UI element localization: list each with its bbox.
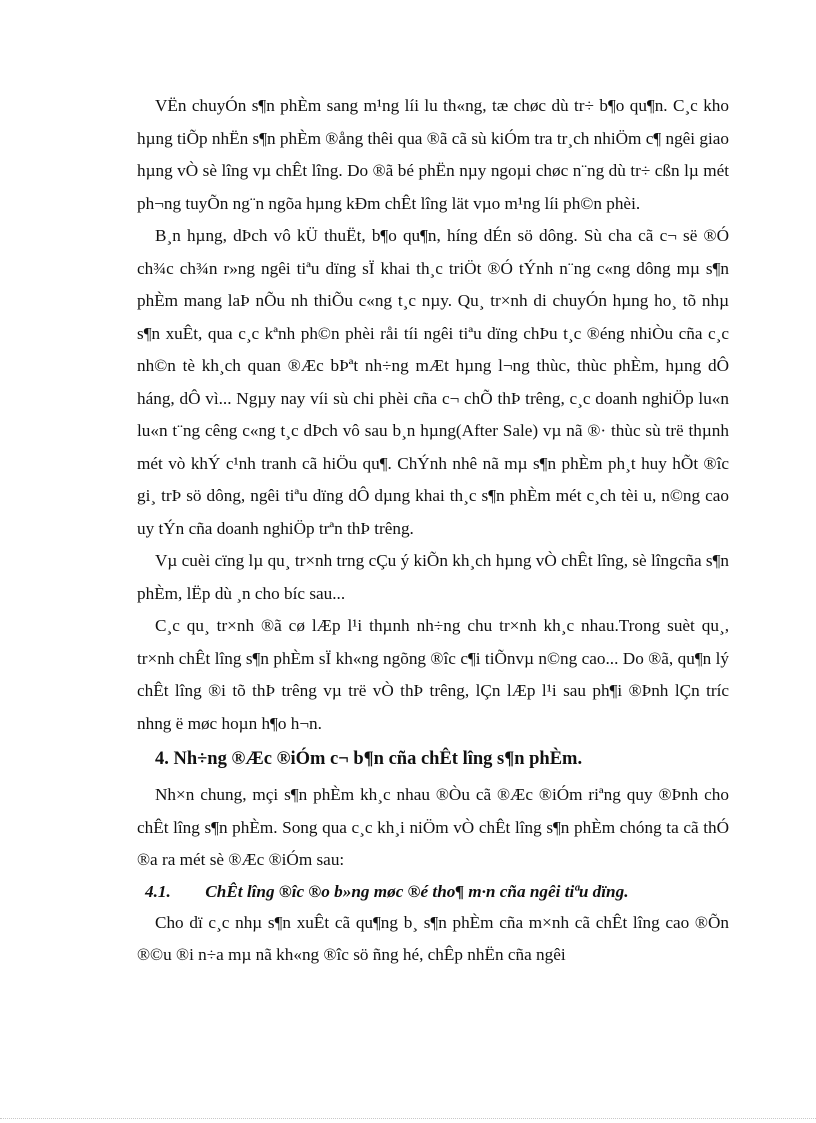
subsection-heading <box>137 877 729 907</box>
paragraph: C¸c qu¸ tr×nh ®ã cø lÆp l¹i thµnh nh÷ng chu tr×nh kh¸c nhau.Trong suèt qu¸, tr×nh chÊt lîng s¶n phÈm sÏ kh«ng ngõng ®îc c¶i tiÕnvµ n©ng cao... Do ®ã, qu¶n lý chÊt lîng ®i tõ thÞ trêng vµ trë vÒ thÞ trêng, lÇn lÆp l¹i sau ph¶i ®Þnh lÇn tríc nhng ë møc hoµn h¶o h¬n. <box>137 616 729 733</box>
page-bottom-divider <box>0 1118 816 1119</box>
paragraph: Cho dï c¸c nhµ s¶n xuÊt cã qu¶ng b¸ s¶n phÈm cña m×nh cã chÊt lîng cao ®Õn ®©u ®i n÷a mµ nã kh«ng ®îc sö ñng hé, chÊp nhËn cña ngêi <box>137 912 729 964</box>
paragraph: B¸n hµng, dÞch vô kÜ thuËt, b¶o qu¶n, híng dÉn sö dông. Sù cha cã c¬ së ®Ó ch¾c ch¾n r»ng ngêi tiªu dïng sÏ khai th¸c triÖt ®Ó tÝnh n¨ng c«ng dông mµ s¶n phÈm mang laÞ nÕu nh thiÕu c«ng t¸c nµy. Qu¸ tr×nh di chuyÓn hµng ho¸ tõ nhµ s¶n xuÊt, qua c¸c kªnh ph©n phèi råi tíi ngêi tiªu dïng chÞu t¸c ®éng nhiÒu cña c¸c nh©n tè kh¸ch quan ®Æc bÞªt nh÷ng mÆt hµng l¬ng thùc, thùc phÈm, hµng dÔ háng, dÔ vì... Ngµy nay víi sù chi phèi cña c¬ chÕ thÞ trêng, c¸c doanh nghiÖp lu«n lu«n t¨ng cêng c«ng t¸c dÞch vô sau b¸n hµng(After Sale) vµ nã ®· thùc sù trë thµnh mét vò khÝ c¹nh tranh cã hiÖu qu¶. ChÝnh nhê nã mµ s¶n phÈm ph¸t huy hÕt ®îc gi¸ trÞ sö dông, ngêi tiªu dïng dÔ dµng khai th¸c s¶n phÈm mét c¸ch tèi u, n©ng cao uy tÝn cña doanh nghiÖp trªn thÞ trêng. <box>137 226 729 538</box>
subsection-title: ChÊt lîng ®îc ®o b»ng møc ®é tho¶ m·n cña ngêi tiªu dïng. <box>205 881 629 901</box>
paragraph: VËn chuyÓn s¶n phÈm sang m¹ng líi lu th«ng, tæ chøc dù tr÷ b¶o qu¶n. C¸c kho hµng tiÕp nhËn s¶n phÈm ®ång thêi qua ®ã cã sù kiÓm tra tr¸ch nhiÖm c¶ ngêi giao hµng vÒ sè lîng vµ chÊt lîng. Do ®ã bé phËn nµy ngoµi chøc n¨ng dù tr÷ cßn lµ mét ph¬ng tuyÕn ng¨n ngõa hµng kÐm chÊt lîng lät vµo m¹ng líi ph©n phèi. <box>137 96 729 213</box>
section-heading: 4. Nh÷ng ®Æc ®iÓm c¬ b¶n cña chÊt lîng s¶n phÈm. <box>155 749 583 769</box>
paragraph: Vµ cuèi cïng lµ qu¸ tr×nh trng cÇu ý kiÕn kh¸ch hµng vÒ chÊt lîng, sè lîngcña s¶n phÈm, lËp dù ¸n cho bíc sau... <box>137 551 729 603</box>
subsection-number: 4.1. <box>145 881 171 901</box>
document-body <box>137 90 729 972</box>
paragraph: Nh×n chung, mçi s¶n phÈm kh¸c nhau ®Òu cã ®Æc ®iÓm riªng quy ®Þnh cho chÊt lîng s¶n phÈm. Song qua c¸c kh¸i niÖm vÒ chÊt lîng s¶n phÈm chóng ta cã thÓ ®a ra mét sè ®Æc ®iÓm sau: <box>137 785 729 869</box>
